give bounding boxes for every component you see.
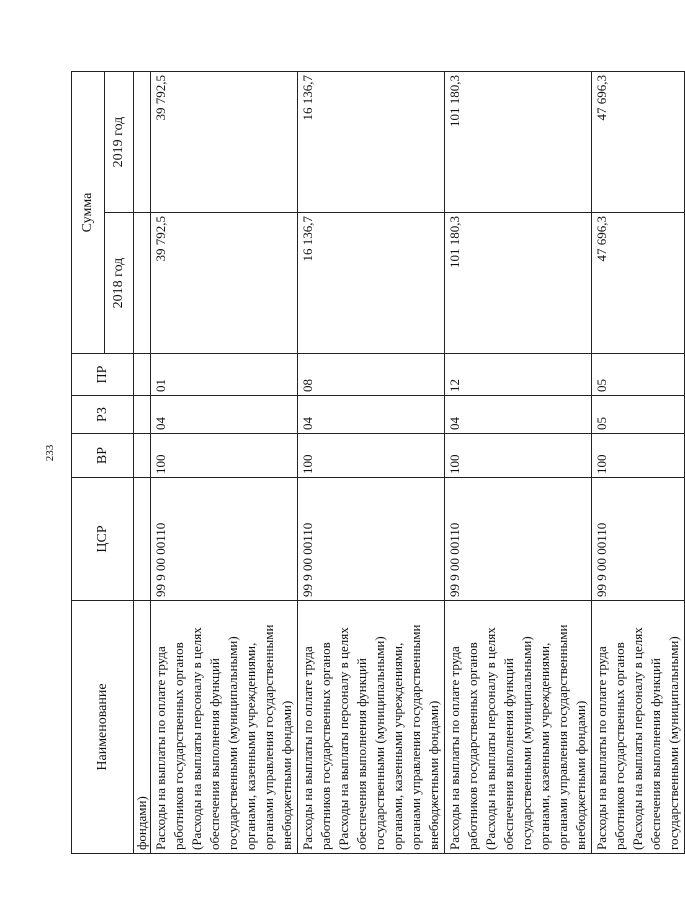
header-vr: ВР	[72, 434, 134, 478]
row-name: Расходы на выплаты по оплате труда работников государственных органов (Расходы на выплаты персоналу в целях обеспечения выполнения функций государственными (муниципальными) органами, казенными учреждениями, органами управления государственными внебюджетными фондами)	[151, 601, 298, 854]
header-sum: Сумма	[72, 72, 105, 354]
header-pr: ПР	[72, 354, 134, 396]
continuation-row	[134, 72, 151, 854]
row-name: Расходы на выплаты по оплате труда работников государственных органов (Расходы на выплаты персоналу в целях обеспечения выполнения функций государственными (муниципальными) органами, казенными учреждениями, органами управления государственными внебюджетными фондами)	[445, 601, 592, 854]
row-name: Расходы на выплаты по оплате труда работников государственных органов (Расходы на выплаты персоналу в целях обеспечения выполнения функций государственными (муниципальными)	[592, 601, 685, 854]
row-name: Расходы на выплаты по оплате труда работников государственных органов (Расходы на выплаты персоналу в целях обеспечения выполнения функций государственными (муниципальными) органами, казенными учреждениями, органами управления государственными внебюджетными фондами)	[298, 601, 445, 854]
continuation-text: фондами)	[134, 601, 151, 854]
table-row	[592, 72, 685, 854]
row-sum-2018: 39 792,5	[151, 213, 298, 354]
header-rz: РЗ	[72, 396, 134, 434]
row-sum-2018: 101 180,3	[445, 213, 592, 354]
row-pr: 01	[151, 354, 298, 396]
row-csr: 99 9 00 00110	[445, 478, 592, 601]
row-rz: 05	[592, 396, 685, 434]
row-pr: 05	[592, 354, 685, 396]
row-csr: 99 9 00 00110	[298, 478, 445, 601]
row-pr: 08	[298, 354, 445, 396]
row-rz: 04	[445, 396, 592, 434]
row-vr: 100	[298, 434, 445, 478]
header-year-2019: 2019 год	[105, 72, 134, 213]
row-vr: 100	[151, 434, 298, 478]
table-row	[151, 72, 298, 854]
header-row	[72, 72, 105, 854]
row-vr: 100	[445, 434, 592, 478]
table-row	[298, 72, 445, 854]
row-sum-2019: 47 696,3	[592, 72, 685, 213]
row-pr: 12	[445, 354, 592, 396]
header-year-2018: 2018 год	[105, 213, 134, 354]
row-vr: 100	[592, 434, 685, 478]
header-csr: ЦСР	[72, 478, 134, 601]
row-sum-2019: 101 180,3	[445, 72, 592, 213]
row-sum-2018: 47 696,3	[592, 213, 685, 354]
row-rz: 04	[151, 396, 298, 434]
page-number: 233	[44, 444, 56, 462]
row-rz: 04	[298, 396, 445, 434]
row-sum-2019: 16 136,7	[298, 72, 445, 213]
header-name: Наименование	[72, 601, 134, 854]
row-sum-2019: 39 792,5	[151, 72, 298, 213]
row-csr: 99 9 00 00110	[592, 478, 685, 601]
table-row	[445, 72, 592, 854]
row-sum-2018: 16 136,7	[298, 213, 445, 354]
budget-table	[71, 71, 685, 854]
row-csr: 99 9 00 00110	[151, 478, 298, 601]
